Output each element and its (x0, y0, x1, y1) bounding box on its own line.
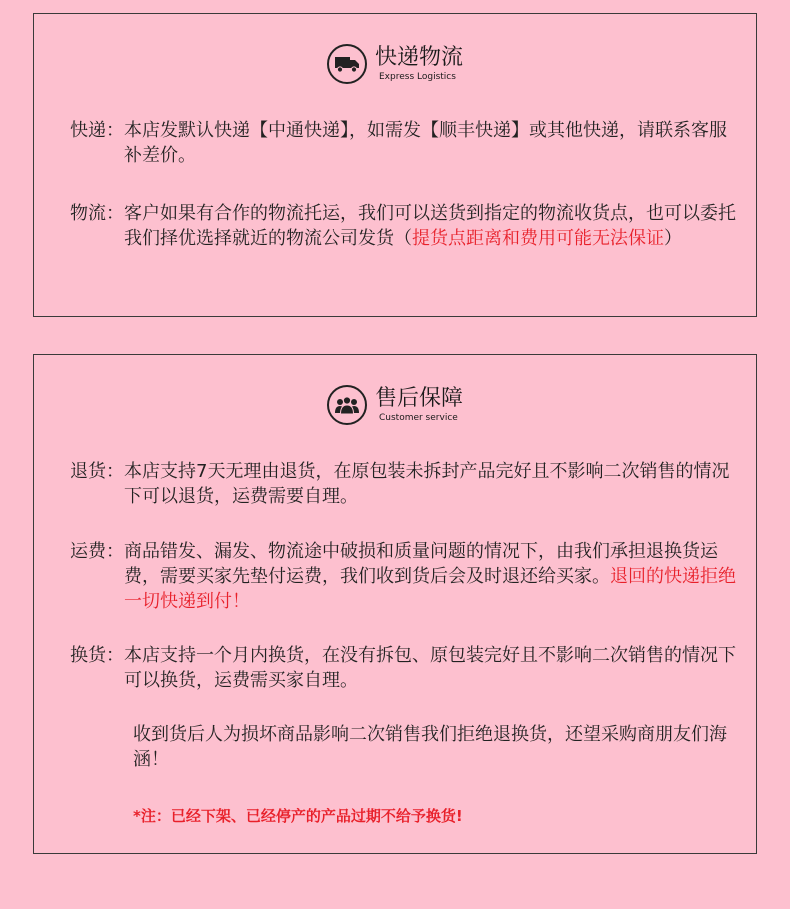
shipping-fee-label: 运费： (70, 541, 124, 562)
return-label: 退货： (70, 461, 124, 482)
expired-note: *注：已经下架、已经停产的产品过期不给予换货! (133, 807, 463, 825)
express-label: 快递： (70, 120, 124, 141)
return-text: 本店支持7天无理由退货，在原包装未拆封产品完好且不影响二次销售的情况下可以退货，运费需要自理。 (124, 461, 730, 507)
freight-paragraph (70, 201, 740, 251)
aftersales-subtitle: Customer service (378, 413, 458, 423)
people-icon (327, 385, 367, 425)
logistics-title: 快递物流 (374, 45, 463, 70)
aftersales-heading (34, 385, 756, 425)
freight-tail: ） (664, 228, 682, 249)
express-text: 本店发默认快递【中通快递】，如需发【顺丰快递】或其他快递，请联系客服补差价。 (124, 120, 727, 166)
exchange-label: 换货： (70, 645, 124, 666)
logistics-heading (34, 44, 756, 84)
damage-notice: 收到货后人为损坏商品影响二次销售我们拒绝退换货，还望采购商朋友们海涵！ (133, 724, 727, 770)
logistics-panel (33, 13, 757, 317)
freight-highlight: 提货点距离和费用可能无法保证 (412, 228, 664, 249)
truck-icon (327, 44, 367, 84)
shipping-fee-text: 商品错发、漏发、物流途中破损和质量问题的情况下，由我们承担退换货运费，需要买家先垫付运费，我们收到货后会及时退还给买家。 (124, 541, 718, 587)
aftersales-title: 售后保障 (374, 386, 463, 411)
express-paragraph (70, 118, 740, 168)
aftersales-panel (33, 354, 757, 854)
freight-text: 客户如果有合作的物流托运，我们可以送货到指定的物流收货点，也可以委托我们择优选择就近的物流公司发货（ (124, 203, 736, 249)
shipping-fee-paragraph (70, 539, 740, 614)
freight-label: 物流： (70, 203, 124, 224)
return-paragraph (70, 459, 740, 509)
exchange-paragraph (70, 643, 740, 693)
logistics-subtitle: Express Logistics (378, 72, 456, 82)
exchange-text: 本店支持一个月内换货，在没有拆包、原包装完好且不影响二次销售的情况下可以换货，运费需买家自理。 (124, 645, 736, 691)
shipping-fee-highlight: 退回的快递拒绝一切快递到付！ (124, 566, 736, 612)
